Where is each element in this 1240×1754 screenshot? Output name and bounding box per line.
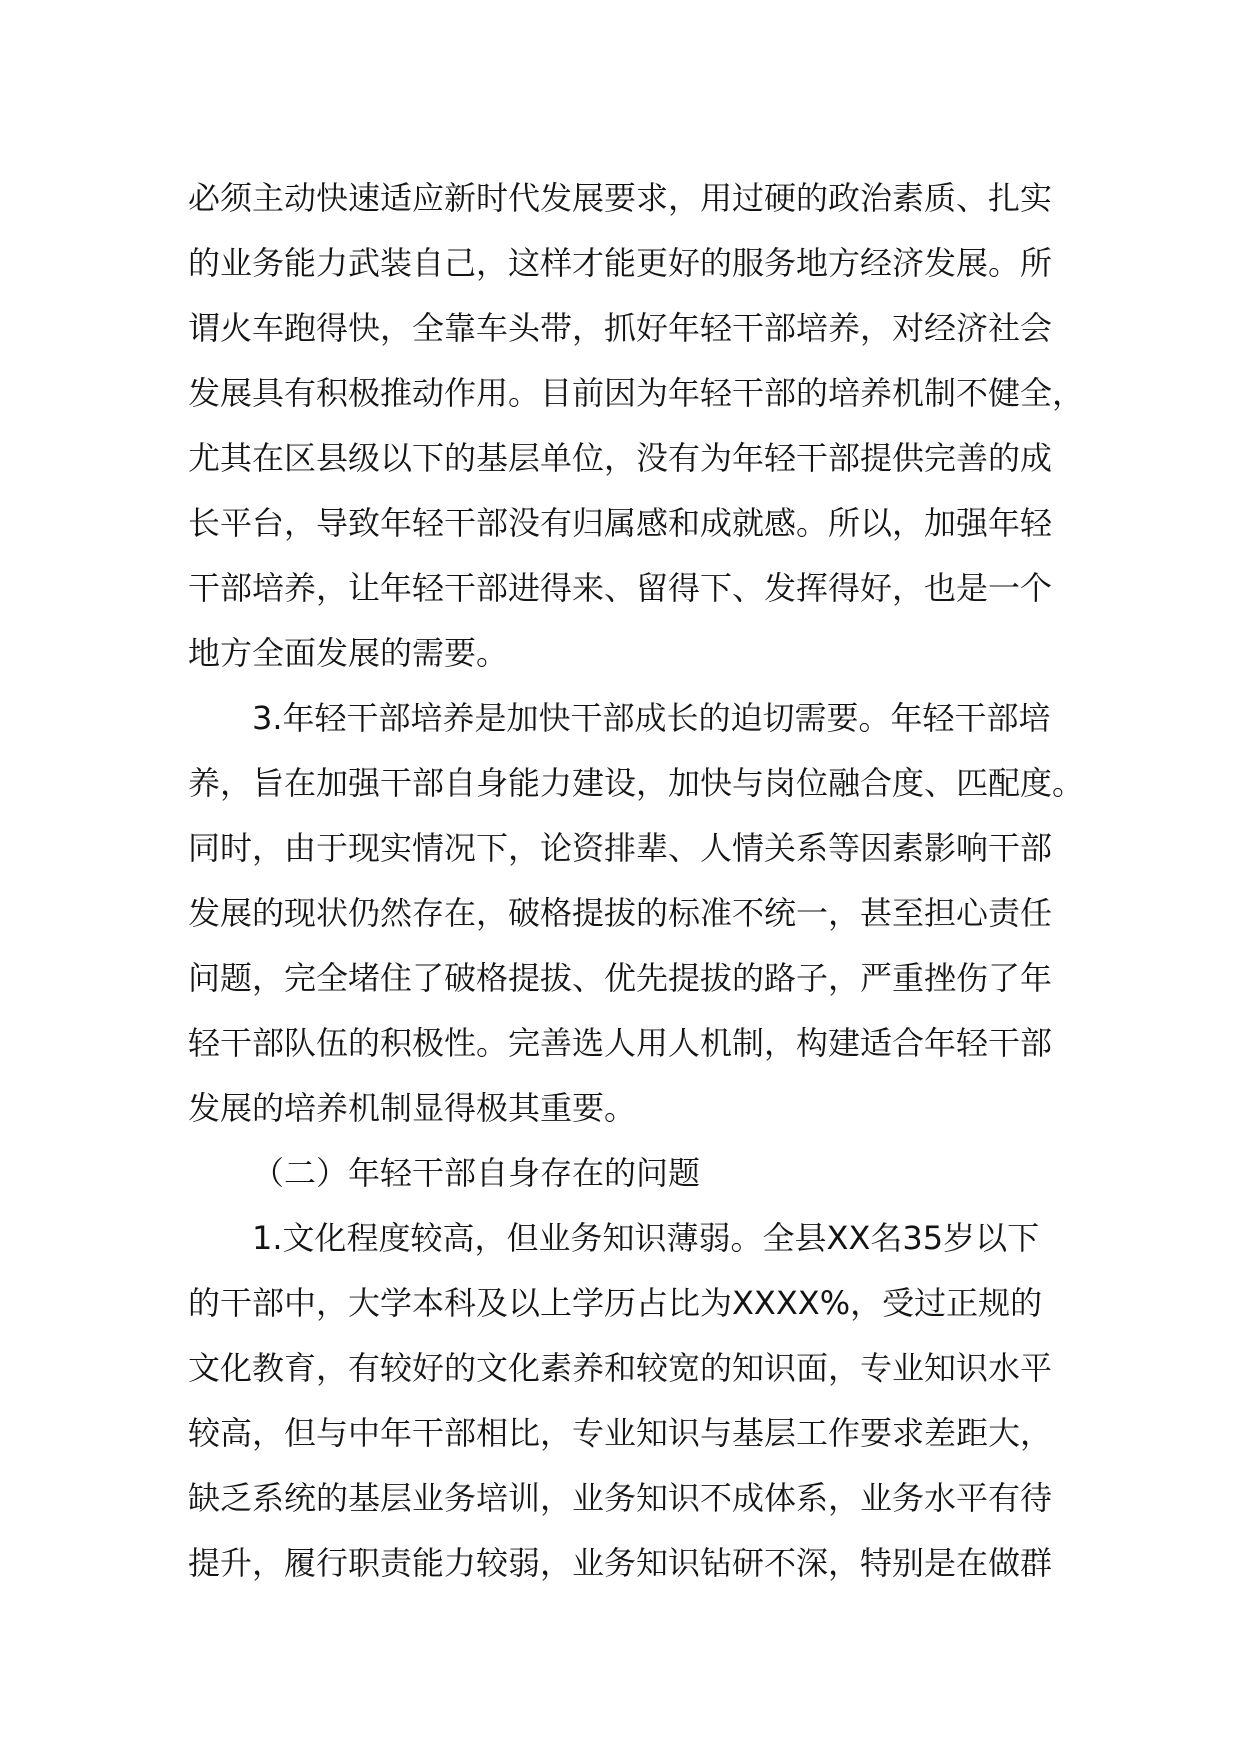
text-line: 较高，但与中年干部相比，专业知识与基层工作要求差距大， bbox=[188, 1414, 1053, 1452]
text-line: 干部培养，让年轻干部进得来、留得下、发挥得好，也是一个 bbox=[188, 569, 1053, 607]
text-line: 文化教育，有较好的文化素养和较宽的知识面，专业知识水平 bbox=[188, 1349, 1053, 1387]
text-line: 提升，履行职责能力较弱，业务知识钻研不深，特别是在做群 bbox=[188, 1544, 1053, 1582]
text-line: 缺乏系统的基层业务培训，业务知识不成体系，业务水平有待 bbox=[188, 1479, 1053, 1517]
text-line: 轻干部队伍的积极性。完善选人用人机制，构建适合年轻干部 bbox=[188, 1024, 1053, 1062]
text-line: 的业务能力武装自己，这样才能更好的服务地方经济发展。所 bbox=[188, 244, 1053, 282]
text-line: 发展的培养机制显得极其重要。 bbox=[188, 1089, 637, 1127]
text-line: 地方全面发展的需要。 bbox=[188, 634, 509, 672]
text-line: 发展的现状仍然存在，破格提拔的标准不统一，甚至担心责任 bbox=[188, 894, 1053, 932]
text-line: 谓火车跑得快，全靠车头带，抓好年轻干部培养，对经济社会 bbox=[188, 309, 1053, 347]
text-line: 1.文化程度较高，但业务知识薄弱。全县XX名35岁以下 bbox=[252, 1219, 1040, 1257]
document-body bbox=[188, 166, 1085, 1596]
text-line: 问题，完全堵住了破格提拔、优先提拔的路子，严重挫伤了年 bbox=[188, 959, 1053, 997]
text-line: 必须主动快速适应新时代发展要求，用过硬的政治素质、扎实 bbox=[188, 179, 1053, 217]
text-line: 养，旨在加强干部自身能力建设，加快与岗位融合度、匹配度。 bbox=[188, 764, 1085, 802]
text-line: 同时，由于现实情况下，论资排辈、人情关系等因素影响干部 bbox=[188, 829, 1053, 867]
text-line: 的干部中，大学本科及以上学历占比为XXXX%，受过正规的 bbox=[188, 1284, 1043, 1322]
text-line: 发展具有积极推动作用。目前因为年轻干部的培养机制不健全， bbox=[188, 374, 1085, 412]
text-line: 尤其在区县级以下的基层单位，没有为年轻干部提供完善的成 bbox=[188, 439, 1053, 477]
text-line: 长平台，导致年轻干部没有归属感和成就感。所以，加强年轻 bbox=[188, 504, 1053, 542]
text-line: 3.年轻干部培养是加快干部成长的迫切需要。年轻干部培 bbox=[252, 699, 1051, 737]
section-heading: （二）年轻干部自身存在的问题 bbox=[252, 1154, 701, 1192]
